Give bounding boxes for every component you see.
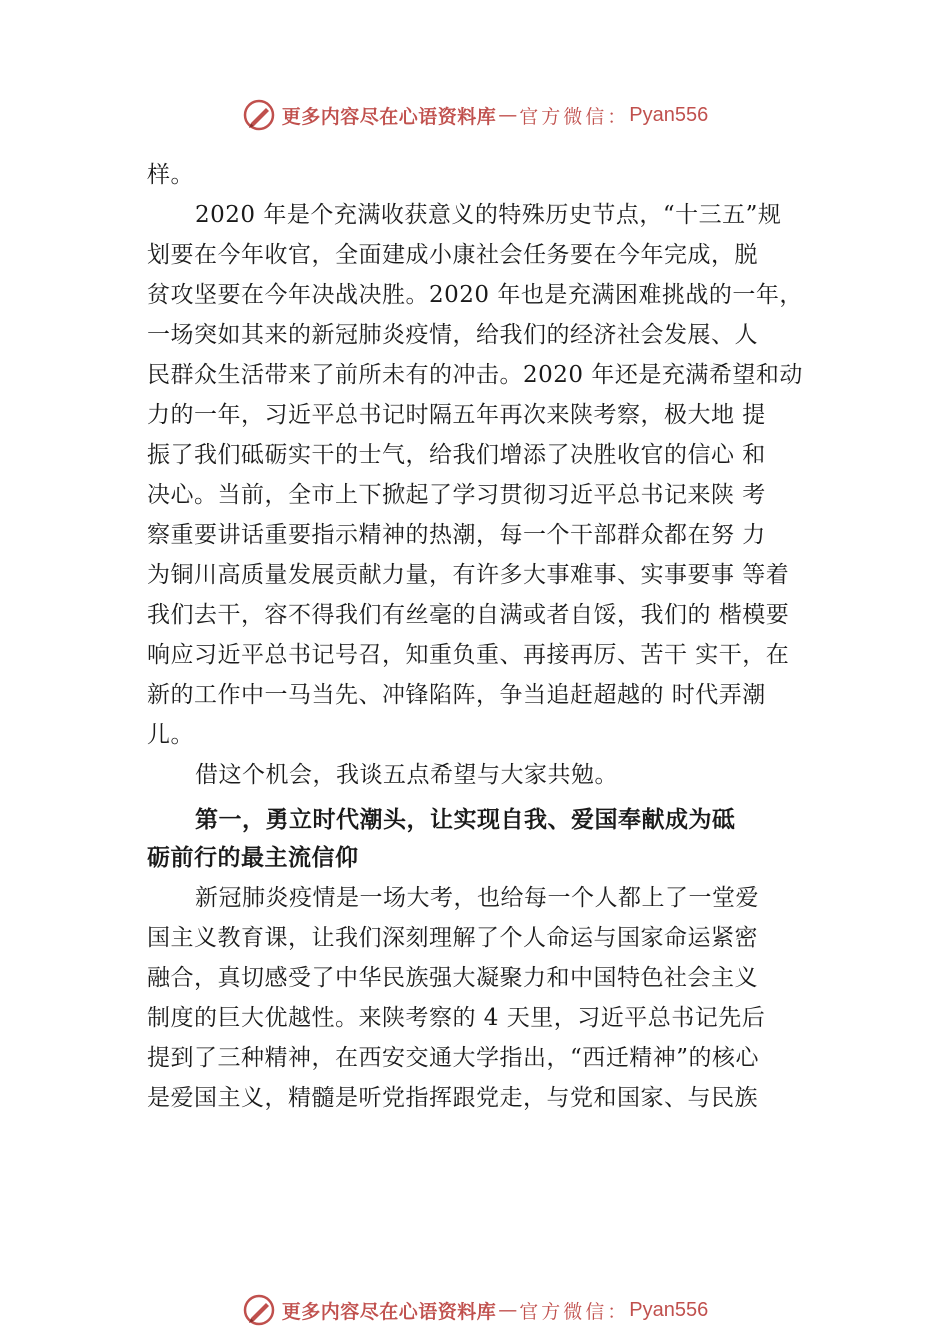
text-line: 民群众生活带来了前所未有的冲击。2020 年还是充满希望和动 (147, 362, 803, 388)
banner-dash: — (498, 1299, 518, 1321)
text-line: 一场突如其来的新冠肺炎疫情，给我们的经济社会发展、人 (147, 322, 758, 348)
text-line: 制度的巨大优越性。来陕考察的 4 天里，习近平总书记先后 (147, 1005, 766, 1031)
section-heading-line: 砺前行的最主流信仰 (147, 845, 359, 871)
text-line: 新的工作中一马当先、冲锋陷阵，争当追赶超越的 时代弄潮 (147, 682, 766, 708)
text-line: 儿。 (147, 722, 194, 748)
footer-banner (0, 1290, 950, 1330)
text-line: 提到了三种精神，在西安交通大学指出，“西迁精神”的核心 (147, 1045, 760, 1071)
banner-official-label: 官方微信： (519, 1300, 630, 1323)
text-line: 融合，真切感受了中华民族强大凝聚力和中国特色社会主义 (147, 965, 758, 991)
text-line: 新冠肺炎疫情是一场大考，也给每一个人都上了一堂爱 (195, 885, 759, 911)
text-line: 贫攻坚要在今年决战决胜。2020 年也是充满困难挑战的一年， (147, 282, 803, 308)
text-line: 决心。当前，全市上下掀起了学习贯彻习近平总书记来陕 考 (147, 482, 766, 508)
text-line: 借这个机会，我谈五点希望与大家共勉。 (195, 762, 618, 788)
banner-wechat-id: Pyan556 (629, 103, 709, 126)
text-line: 为铜川高质量发展贡献力量，有许多大事难事、实事要事 等着 (147, 562, 790, 588)
banner-dash: — (498, 104, 518, 126)
text-line: 响应习近平总书记号召，知重负重、再接再厉、苦干 实干，在 (147, 642, 790, 668)
text-line: 划要在今年收官，全面建成小康社会任务要在今年完成，脱 (147, 242, 758, 268)
pen-logo-icon (242, 1293, 276, 1327)
banner-brand-text: 更多内容尽在心语资料库 (281, 105, 497, 128)
text-line: 振了我们砥砺实干的士气，给我们增添了决胜收官的信心 和 (147, 442, 766, 468)
banner-official-label: 官方微信： (519, 105, 630, 128)
text-line: 察重要讲话重要指示精神的热潮，每一个干部群众都在努 力 (147, 522, 766, 548)
text-line: 力的一年，习近平总书记时隔五年再次来陕考察，极大地 提 (147, 402, 766, 428)
pen-logo-icon (242, 98, 276, 132)
text-line: 国主义教育课，让我们深刻理解了个人命运与国家命运紧密 (147, 925, 758, 951)
text-line: 是爱国主义，精髓是听党指挥跟党走，与党和国家、与民族 (147, 1085, 758, 1111)
text-line: 2020 年是个充满收获意义的特殊历史节点，“十三五”规 (195, 202, 782, 228)
banner-wechat-id: Pyan556 (629, 1298, 709, 1321)
section-heading-line: 第一，勇立时代潮头，让实现自我、爱国奉献成为砥 (195, 807, 736, 833)
text-line: 样。 (147, 162, 194, 188)
text-line: 我们去干，容不得我们有丝毫的自满或者自馁，我们的 楷模要 (147, 602, 790, 628)
banner-brand-text: 更多内容尽在心语资料库 (281, 1300, 497, 1323)
header-banner (0, 95, 950, 135)
